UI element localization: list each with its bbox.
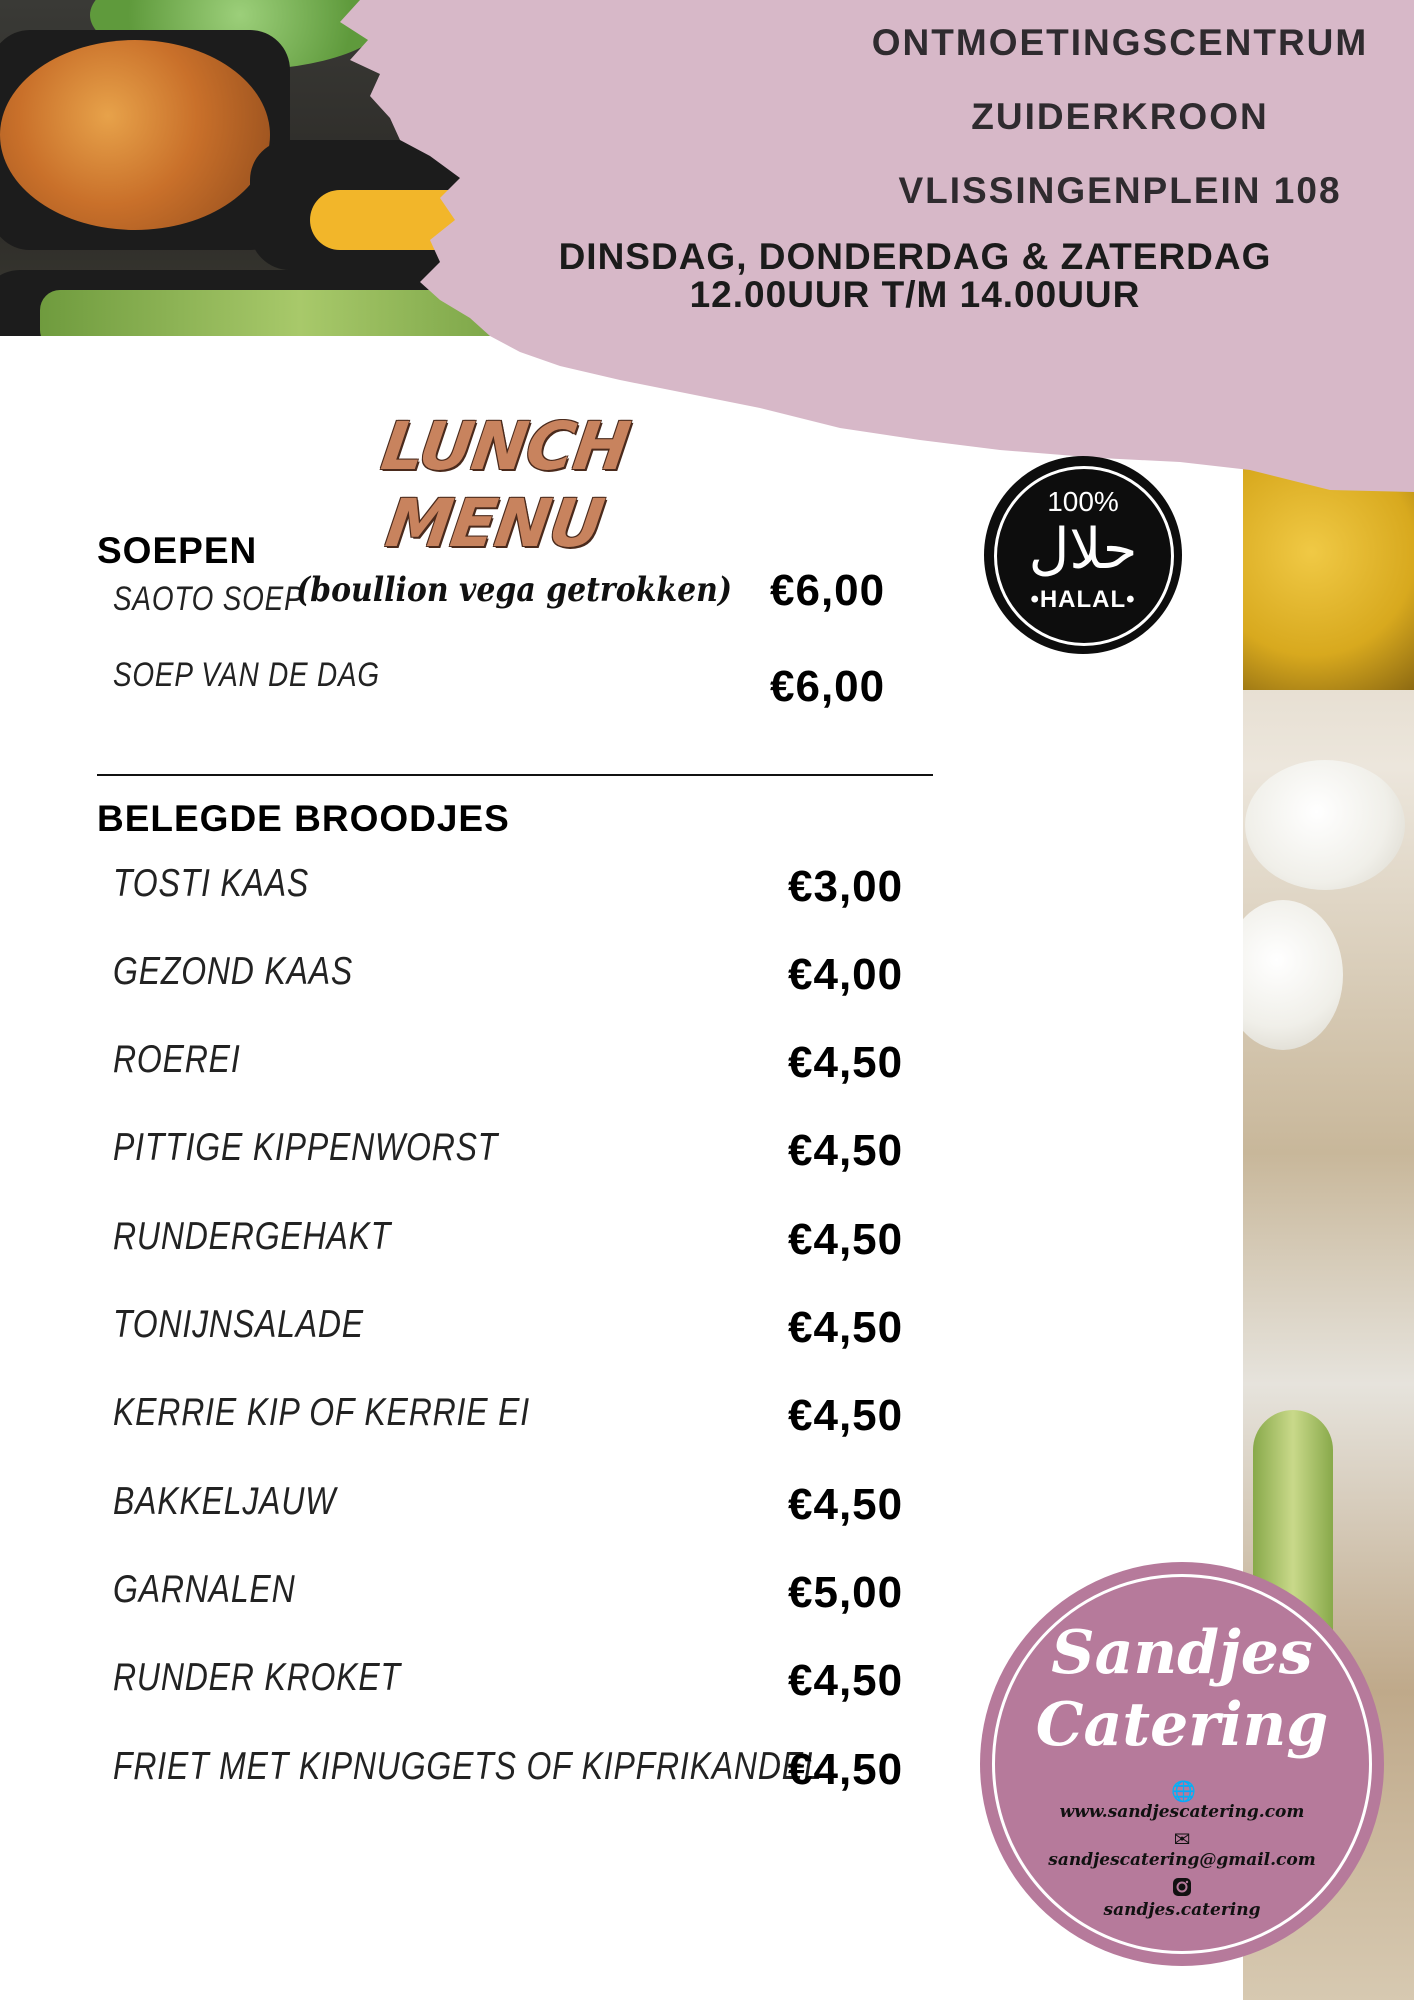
menu-item-price: €4,50 <box>788 1038 904 1087</box>
menu-item-price: €4,50 <box>788 1126 904 1175</box>
menu-item-name: SOEP VAN DE DAG <box>113 656 380 694</box>
section-sandwiches-heading: BELEGDE BROODJES <box>97 798 510 839</box>
menu-item-price: €6,00 <box>770 566 886 615</box>
halal-arabic: حلال <box>1028 517 1138 582</box>
menu-item-name: KERRIE KIP OF KERRIE EI <box>113 1391 530 1434</box>
opening-days: DINSDAG, DONDERDAG & ZATERDAG <box>558 236 1272 277</box>
brand-name-line1: Sandjes <box>1051 1618 1313 1688</box>
menu-item-name: FRIET MET KIPNUGGETS OF KIPFRIKANDEL <box>113 1745 823 1788</box>
menu-item-price: €4,50 <box>788 1303 904 1352</box>
menu-item-name: ROEREI <box>113 1038 241 1081</box>
venue-line1: ONTMOETINGSCENTRUM <box>871 22 1369 63</box>
menu-item-name: TOSTI KAAS <box>113 862 309 905</box>
halal-label: •HALAL• <box>1030 586 1136 613</box>
brand-email: sandjescatering@gmail.com <box>1048 1850 1316 1870</box>
halal-badge <box>984 456 1182 654</box>
menu-item-name: TONIJNSALADE <box>113 1303 364 1346</box>
section-divider <box>97 774 933 776</box>
menu-title: LUNCH MENU <box>377 408 634 562</box>
menu-item-name: RUNDER KROKET <box>113 1656 401 1699</box>
menu-item-price: €4,50 <box>788 1745 904 1794</box>
menu-item-note: (boullion vega getrokken) <box>296 570 733 610</box>
menu-item-name: SAOTO SOEP <box>113 580 304 618</box>
venue-address: VLISSINGENPLEIN 108 <box>898 170 1342 211</box>
venue-line2: ZUIDERKROON <box>971 96 1269 137</box>
section-soups-heading: SOEPEN <box>97 530 258 571</box>
menu-item-name: GARNALEN <box>113 1568 296 1611</box>
menu-item-price: €4,50 <box>788 1215 904 1264</box>
opening-hours: 12.00UUR T/M 14.00UUR <box>689 274 1141 315</box>
menu-item-price: €6,00 <box>770 662 886 711</box>
instagram-icon <box>1171 1876 1193 1898</box>
menu-item-price: €4,00 <box>788 950 904 999</box>
menu-item-price: €5,00 <box>788 1568 904 1617</box>
menu-item-price: €4,50 <box>788 1391 904 1440</box>
menu-item-name: PITTIGE KIPPENWORST <box>113 1126 499 1169</box>
mail-icon: ✉ <box>1173 1827 1191 1851</box>
brand-instagram: sandjes.catering <box>1103 1900 1261 1920</box>
brand-logo <box>980 1562 1384 1966</box>
globe-icon: 🌐 <box>1171 1779 1196 1803</box>
menu-item-name: BAKKELJAUW <box>113 1480 337 1523</box>
menu-item-price: €3,00 <box>788 862 904 911</box>
brand-website: www.sandjescatering.com <box>1059 1802 1305 1822</box>
menu-item-name: RUNDERGEHAKT <box>113 1215 392 1258</box>
menu-item-name: GEZOND KAAS <box>113 950 354 993</box>
menu-item-price: €4,50 <box>788 1656 904 1705</box>
menu-item-price: €4,50 <box>788 1480 904 1529</box>
halal-percent: 100% <box>1047 486 1119 517</box>
brand-name-line2: Catering <box>1035 1690 1329 1760</box>
